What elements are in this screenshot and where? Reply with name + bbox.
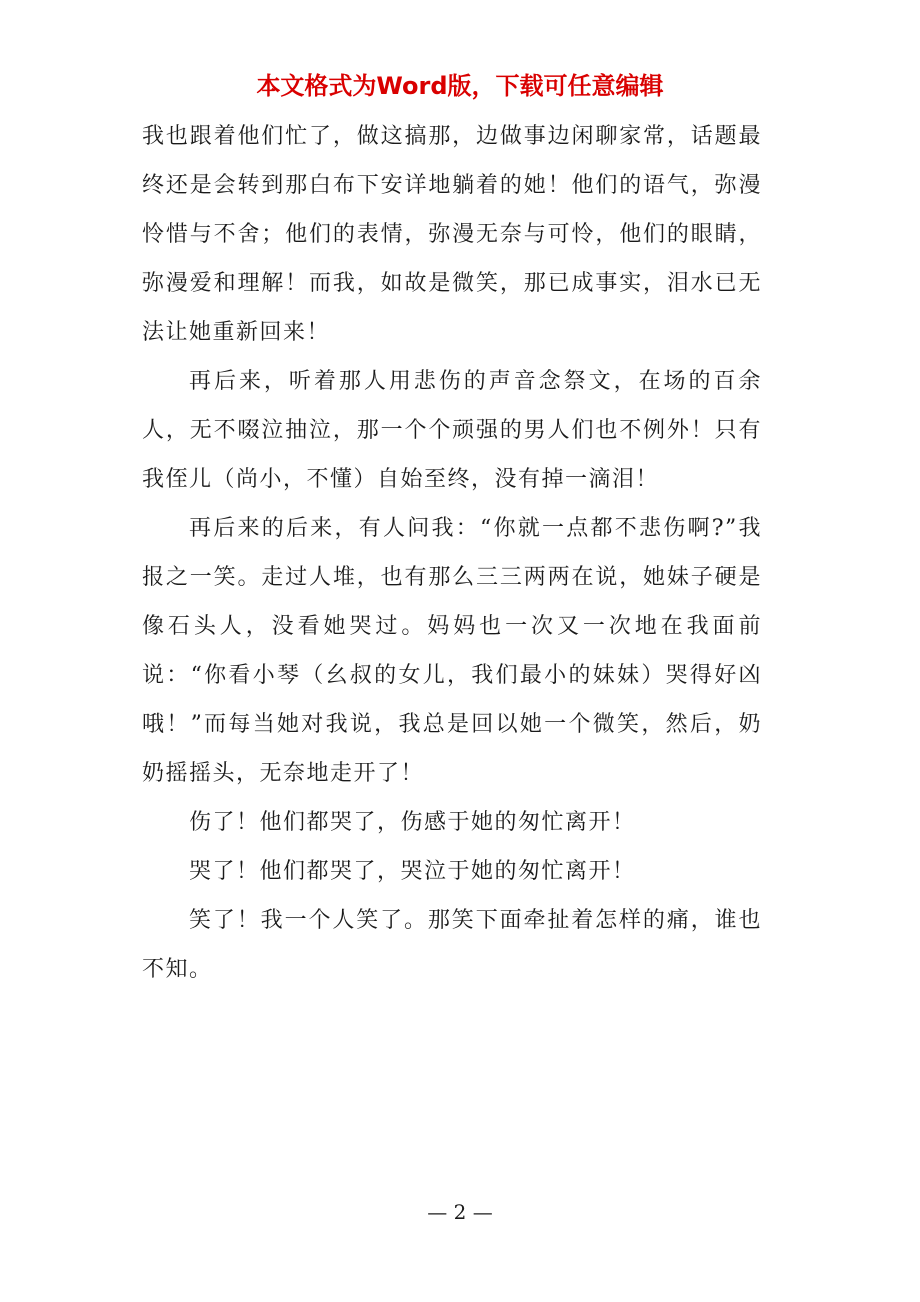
paragraph-3: 再后来的后来，有人问我：“你就一点都不悲伤啊?”我报之一笑。走过人堆，也有那么三三两两在说，她妹子硬是像石头人，没看她哭过。妈妈也一次又一次地在我面前说：“你看小琴（幺叔的女儿，我们最小的妹妹）哭得好凶哦！”而每当她对我说，我总是回以她一个微笑，然后，奶奶摇摇头，无奈地走开了！: [142, 516, 762, 786]
paragraph-1: 我也跟着他们忙了，做这搞那，边做事边闲聊家常，话题最终还是会转到那白布下安详地躺着的她！他们的语气，弥漫怜惜与不舍；他们的表情，弥漫无奈与可怜，他们的眼睛，弥漫爱和理解！而我，如故是微笑，那已成事实，泪水已无法让她重新回来！: [142, 124, 762, 345]
paragraph-4: 伤了！他们都哭了，伤感于她的匆忙离开！: [189, 810, 636, 835]
page-number: — 2 —: [427, 1200, 493, 1224]
paragraph-2: 再后来，听着那人用悲伤的声音念祭文，在场的百余人，无不啜泣抽泣，那一个个顽强的男人们也不例外！只有我侄儿（尚小，不懂）自始至终，没有掉一滴泪！: [142, 369, 762, 492]
paragraph-5: 哭了！他们都哭了，哭泣于她的匆忙离开！: [189, 859, 636, 884]
document-body: [142, 112, 762, 994]
format-notice-header: 本文格式为Word版，下载可任意编辑: [256, 72, 664, 100]
paragraph-6: 笑了！我一个人笑了。那笑下面牵扯着怎样的痛，谁也不知。: [142, 908, 762, 982]
